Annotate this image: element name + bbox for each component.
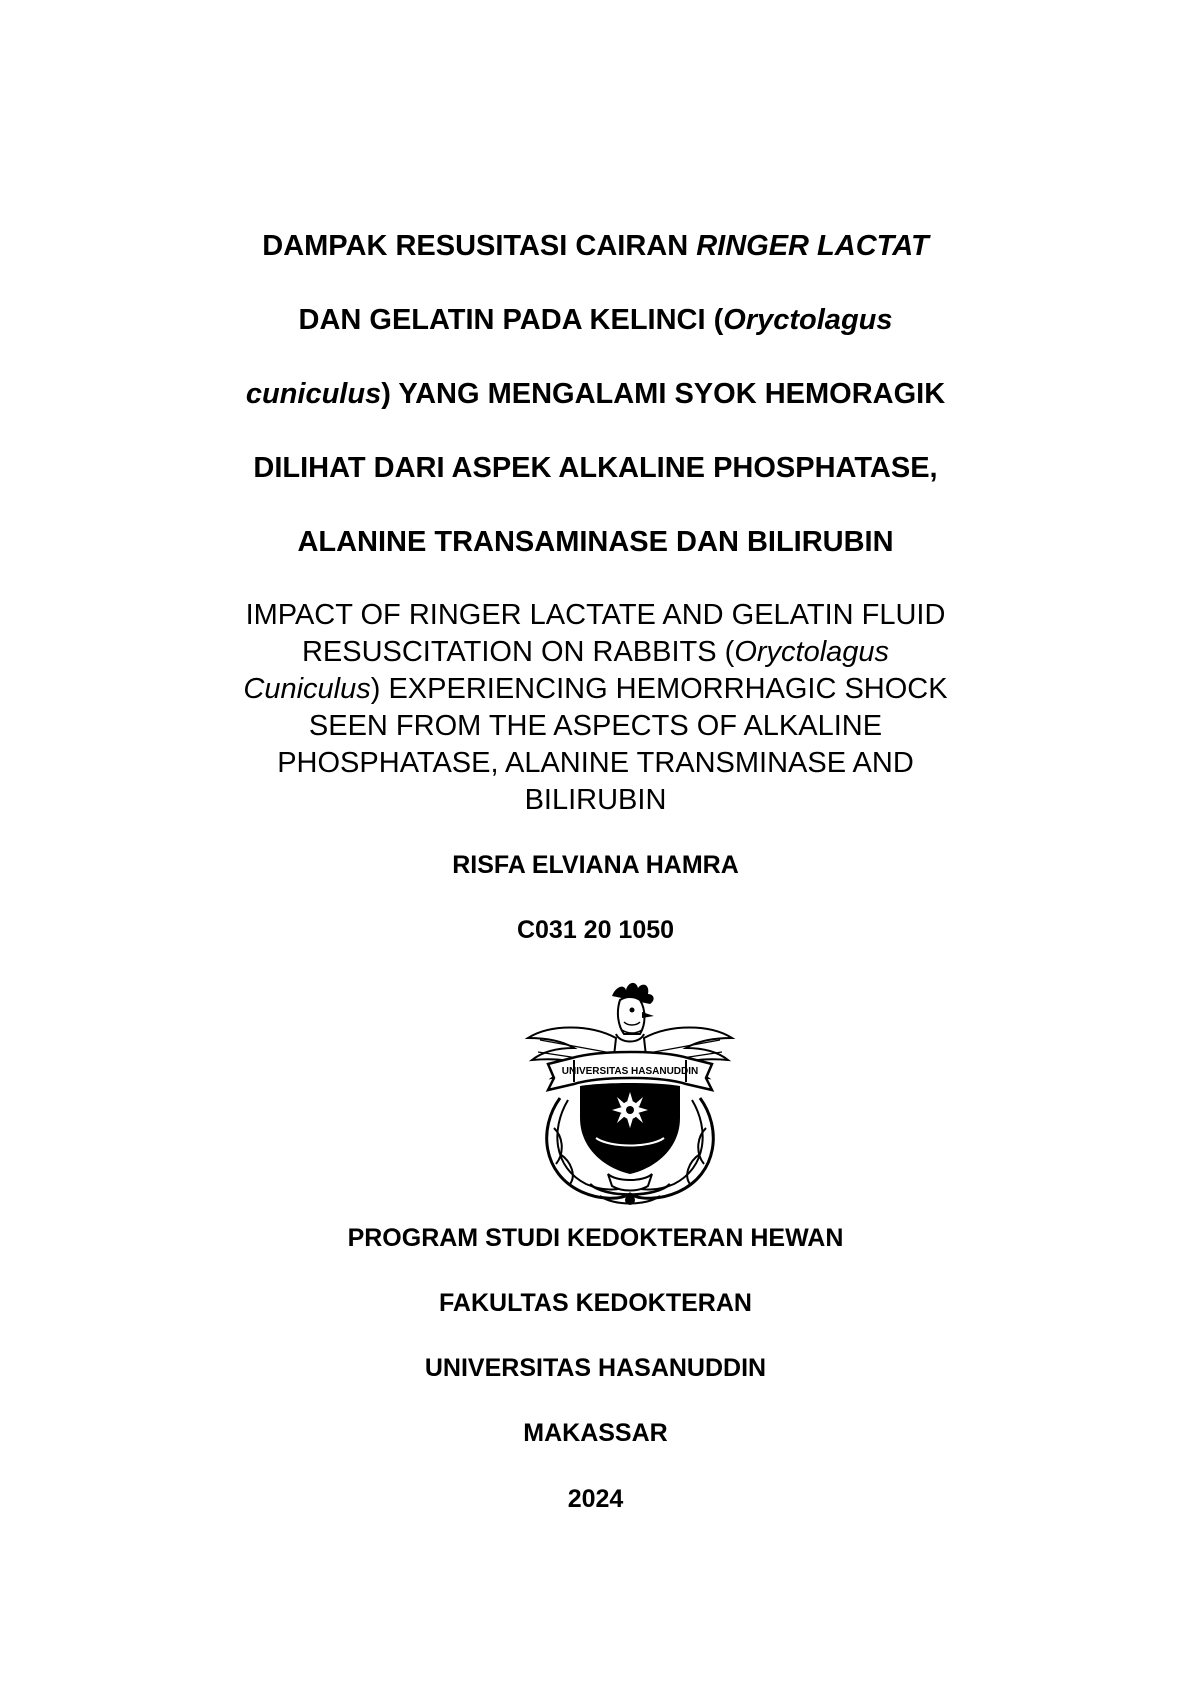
title-text: DAN GELATIN PADA KELINCI (: [298, 304, 724, 336]
title-italic-text: Oryctolagus: [723, 304, 893, 336]
english-title-italic-text: Cuniculus: [243, 673, 371, 705]
english-title-text: ) EXPERIENCING HEMORRHAGIC SHOCK: [370, 673, 948, 705]
university-seal-icon: [520, 978, 740, 1210]
title-line-2: [0, 302, 1191, 338]
author-name: RISFA ELVIANA HAMRA: [452, 851, 739, 879]
english-title-line-6: BILIRUBIN: [524, 784, 667, 816]
university-name: UNIVERSITAS HASANUDDIN: [424, 1354, 767, 1382]
title-italic-text: cuniculus: [245, 378, 382, 410]
title-line-3: [0, 376, 1191, 412]
english-title-line-3: [0, 671, 1191, 707]
title-text: ) YANG MENGALAMI SYOK HEMORAGIK: [381, 378, 946, 410]
study-program: PROGRAM STUDI KEDOKTERAN HEWAN: [347, 1224, 844, 1252]
english-title-line-4: SEEN FROM THE ASPECTS OF ALKALINE: [308, 710, 883, 742]
faculty-name: FAKULTAS KEDOKTERAN: [439, 1289, 752, 1317]
english-title-line-5: PHOSPHATASE, ALANINE TRANSMINASE AND: [277, 747, 914, 779]
title-line-5: ALANINE TRANSAMINASE DAN BILIRUBIN: [297, 526, 894, 558]
title-italic-text: RINGER LACTAT: [696, 230, 929, 262]
english-title-line-2: [0, 634, 1191, 670]
city-name: MAKASSAR: [523, 1419, 668, 1447]
english-title-italic-text: Oryctolagus: [734, 636, 890, 668]
title-line-1: [0, 228, 1191, 264]
publication-year: 2024: [567, 1485, 624, 1513]
title-line-4: DILIHAT DARI ASPEK ALKALINE PHOSPHATASE,: [253, 452, 938, 484]
english-title-line-1: IMPACT OF RINGER LACTATE AND GELATIN FLUID: [245, 599, 946, 631]
english-title-text: RESUSCITATION ON RABBITS (: [301, 636, 735, 668]
seal-banner-text: UNIVERSITAS HASANUDDIN: [561, 1066, 699, 1077]
title-text: DAMPAK RESUSITASI CAIRAN: [262, 230, 697, 262]
student-id: C031 20 1050: [516, 916, 675, 944]
